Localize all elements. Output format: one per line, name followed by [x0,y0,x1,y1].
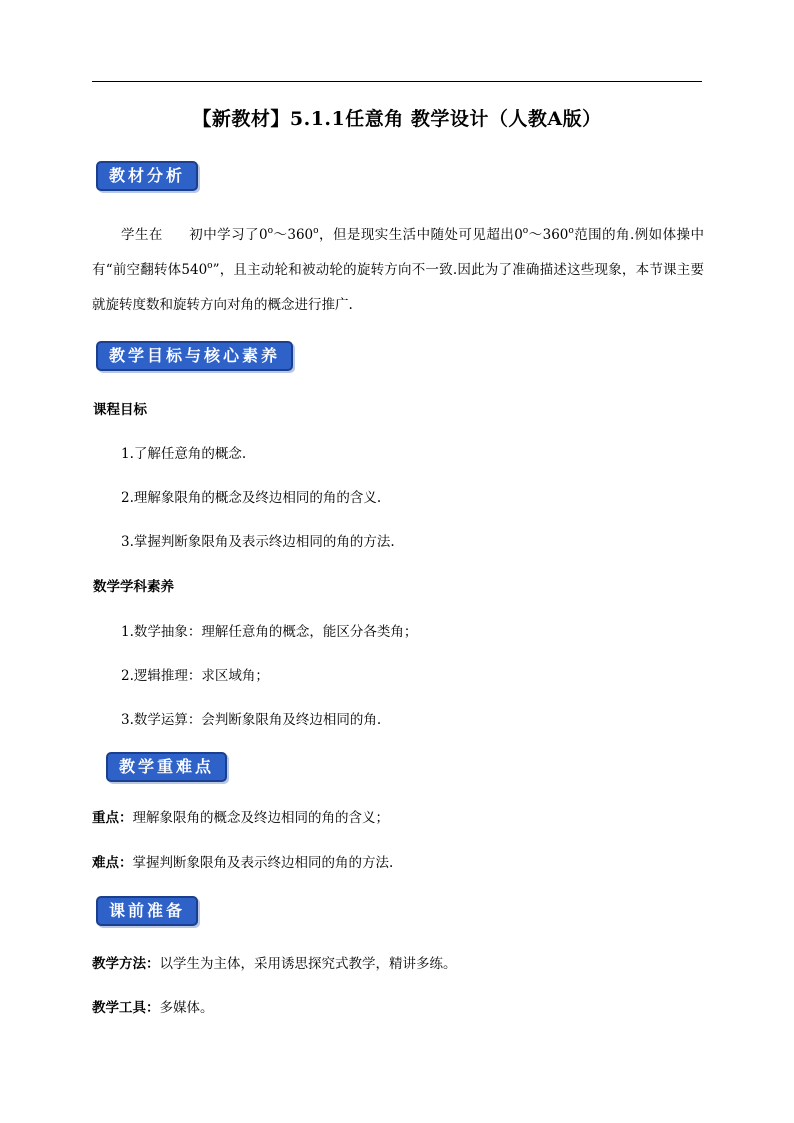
teaching-tools-text: 多媒体。 [159,1000,214,1016]
course-goals-title: 课程目标 [93,402,147,418]
header-rule [92,81,702,82]
course-goal-item: 3.掌握判断象限角及表示终边相同的角的方法. [121,534,395,550]
key-point-text: 理解象限角的概念及终边相同的角的含义； [132,810,389,826]
difficult-point-text: 掌握判断象限角及表示终边相同的角的方法. [132,855,394,871]
literacy-item: 2.逻辑推理：求区域角； [121,668,269,684]
section-badge-goals: 教学目标与核心素养 [96,341,293,371]
section-badge-difficulties: 教学重难点 [106,752,227,782]
course-goal-item: 2.理解象限角的概念及终边相同的角的含义. [121,490,382,506]
section-badge-analysis: 教材分析 [96,161,198,191]
teaching-tools-label: 教学工具： [92,1000,160,1016]
difficult-point-label: 难点： [92,855,133,871]
key-point [92,806,389,826]
literacy-title: 数学学科素养 [93,579,174,595]
section-badge-prep: 课前准备 [96,896,198,926]
key-point-label: 重点： [92,810,133,826]
difficult-point [92,851,393,871]
teaching-method-label: 教学方法： [92,956,160,972]
teaching-method-text: 以学生为主体，采用诱思探究式教学，精讲多练。 [159,956,457,972]
teaching-tools [92,996,214,1016]
literacy-item: 1.数学抽象：理解任意角的概念，能区分各类角； [121,624,418,640]
teaching-method [92,952,457,972]
literacy-item: 3.数学运算：会判断象限角及终边相同的角. [121,712,382,728]
analysis-paragraph: 学生在 初中学习了0$^o$～360$^o$，但是现实生活中随处可见超出0$^o$～360$^o$范围的角.例如体操中有“前空翻转体540$^o$”，且主动轮和被动轮的旋转方向不一致.因此为了准确描述这些现象，本节课主要就旋转度数和旋转方向对角的概念进行推广. [92,226,705,313]
document-title: 【新教材】5.1.1任意角 教学设计（人教A版） [192,108,602,130]
course-goal-item: 1.了解任意角的概念. [121,446,247,462]
